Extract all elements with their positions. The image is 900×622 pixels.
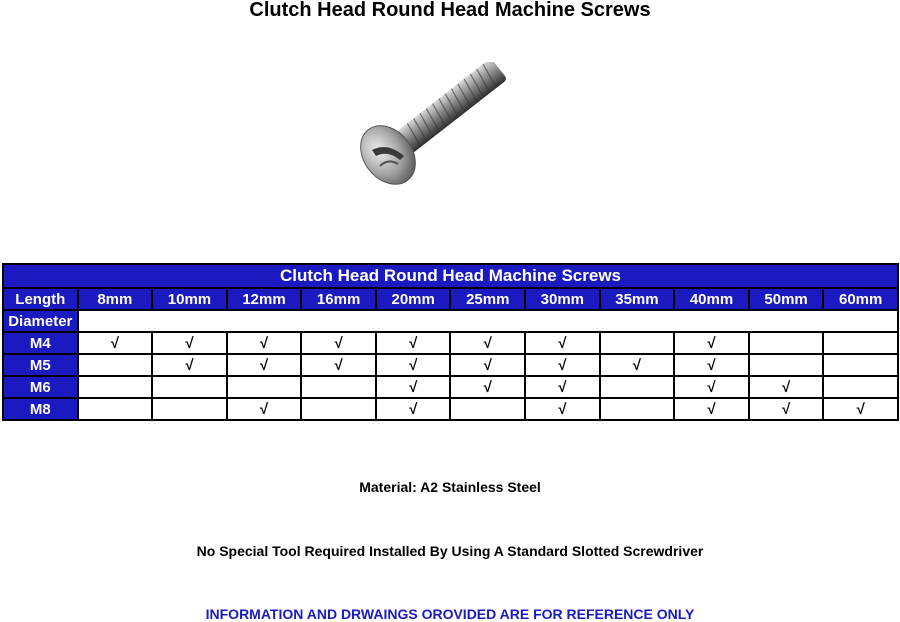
table-cell [824, 333, 897, 353]
table-cell [601, 377, 674, 397]
table-cell: √ [675, 333, 748, 353]
table-row [4, 399, 897, 419]
table-cell: √ [377, 333, 450, 353]
table-cell: √ [228, 399, 301, 419]
table-cell [601, 333, 674, 353]
table-cell: √ [377, 355, 450, 375]
page-title: Clutch Head Round Head Machine Screws [249, 0, 651, 21]
table-cell [302, 377, 375, 397]
table-cell [451, 399, 524, 419]
table-cell: √ [228, 355, 301, 375]
table-cell [79, 399, 152, 419]
length-10mm: 10mm [153, 289, 226, 309]
material-note: Material: A2 Stainless Steel [359, 479, 541, 495]
length-35mm: 35mm [601, 289, 674, 309]
table-cell: √ [153, 355, 226, 375]
table-cell: √ [302, 355, 375, 375]
table-cell: √ [526, 333, 599, 353]
table-cell: √ [526, 377, 599, 397]
table-row [4, 377, 897, 397]
length-8mm: 8mm [79, 289, 152, 309]
length-25mm: 25mm [451, 289, 524, 309]
length-12mm: 12mm [228, 289, 301, 309]
table-cell: √ [675, 377, 748, 397]
size-m6: M6 [4, 377, 77, 397]
table-cell [824, 377, 897, 397]
size-m8: M8 [4, 399, 77, 419]
table-cell [601, 399, 674, 419]
length-50mm: 50mm [750, 289, 823, 309]
disclaimer-note: INFORMATION AND DRWAINGS OROVIDED ARE FOR REFERENCE ONLY [205, 606, 695, 622]
table-cell: √ [377, 399, 450, 419]
table-cell [79, 355, 152, 375]
table-cell: √ [451, 355, 524, 375]
length-header-row [4, 289, 897, 309]
table-cell: √ [750, 377, 823, 397]
diameter-spacer [79, 311, 897, 331]
table-cell: √ [526, 399, 599, 419]
table-cell [824, 355, 897, 375]
table-row [4, 333, 897, 353]
table-cell: √ [750, 399, 823, 419]
table-cell [153, 377, 226, 397]
table-row [4, 355, 897, 375]
table-cell: √ [675, 355, 748, 375]
screw-image [358, 62, 528, 192]
table-cell: √ [601, 355, 674, 375]
length-label: Length [4, 289, 77, 309]
length-30mm: 30mm [526, 289, 599, 309]
length-60mm: 60mm [824, 289, 897, 309]
table-cell [302, 399, 375, 419]
table-cell: √ [451, 377, 524, 397]
table-title: Clutch Head Round Head Machine Screws [4, 265, 897, 287]
table-cell: √ [302, 333, 375, 353]
table-cell [153, 399, 226, 419]
length-20mm: 20mm [377, 289, 450, 309]
size-table [2, 263, 899, 421]
table-cell [79, 377, 152, 397]
diameter-label: Diameter [4, 311, 77, 331]
diameter-row [4, 311, 897, 331]
table-cell: √ [675, 399, 748, 419]
tool-note: No Special Tool Required Installed By Using A Standard Slotted Screwdriver [196, 543, 704, 559]
table-cell: √ [526, 355, 599, 375]
table-cell [228, 377, 301, 397]
size-m5: M5 [4, 355, 77, 375]
table-cell: √ [79, 333, 152, 353]
table-cell: √ [153, 333, 226, 353]
table-cell: √ [228, 333, 301, 353]
length-16mm: 16mm [302, 289, 375, 309]
table-cell: √ [451, 333, 524, 353]
size-m4: M4 [4, 333, 77, 353]
table-cell: √ [377, 377, 450, 397]
length-40mm: 40mm [675, 289, 748, 309]
table-cell: √ [824, 399, 897, 419]
table-cell [750, 355, 823, 375]
table-cell [750, 333, 823, 353]
